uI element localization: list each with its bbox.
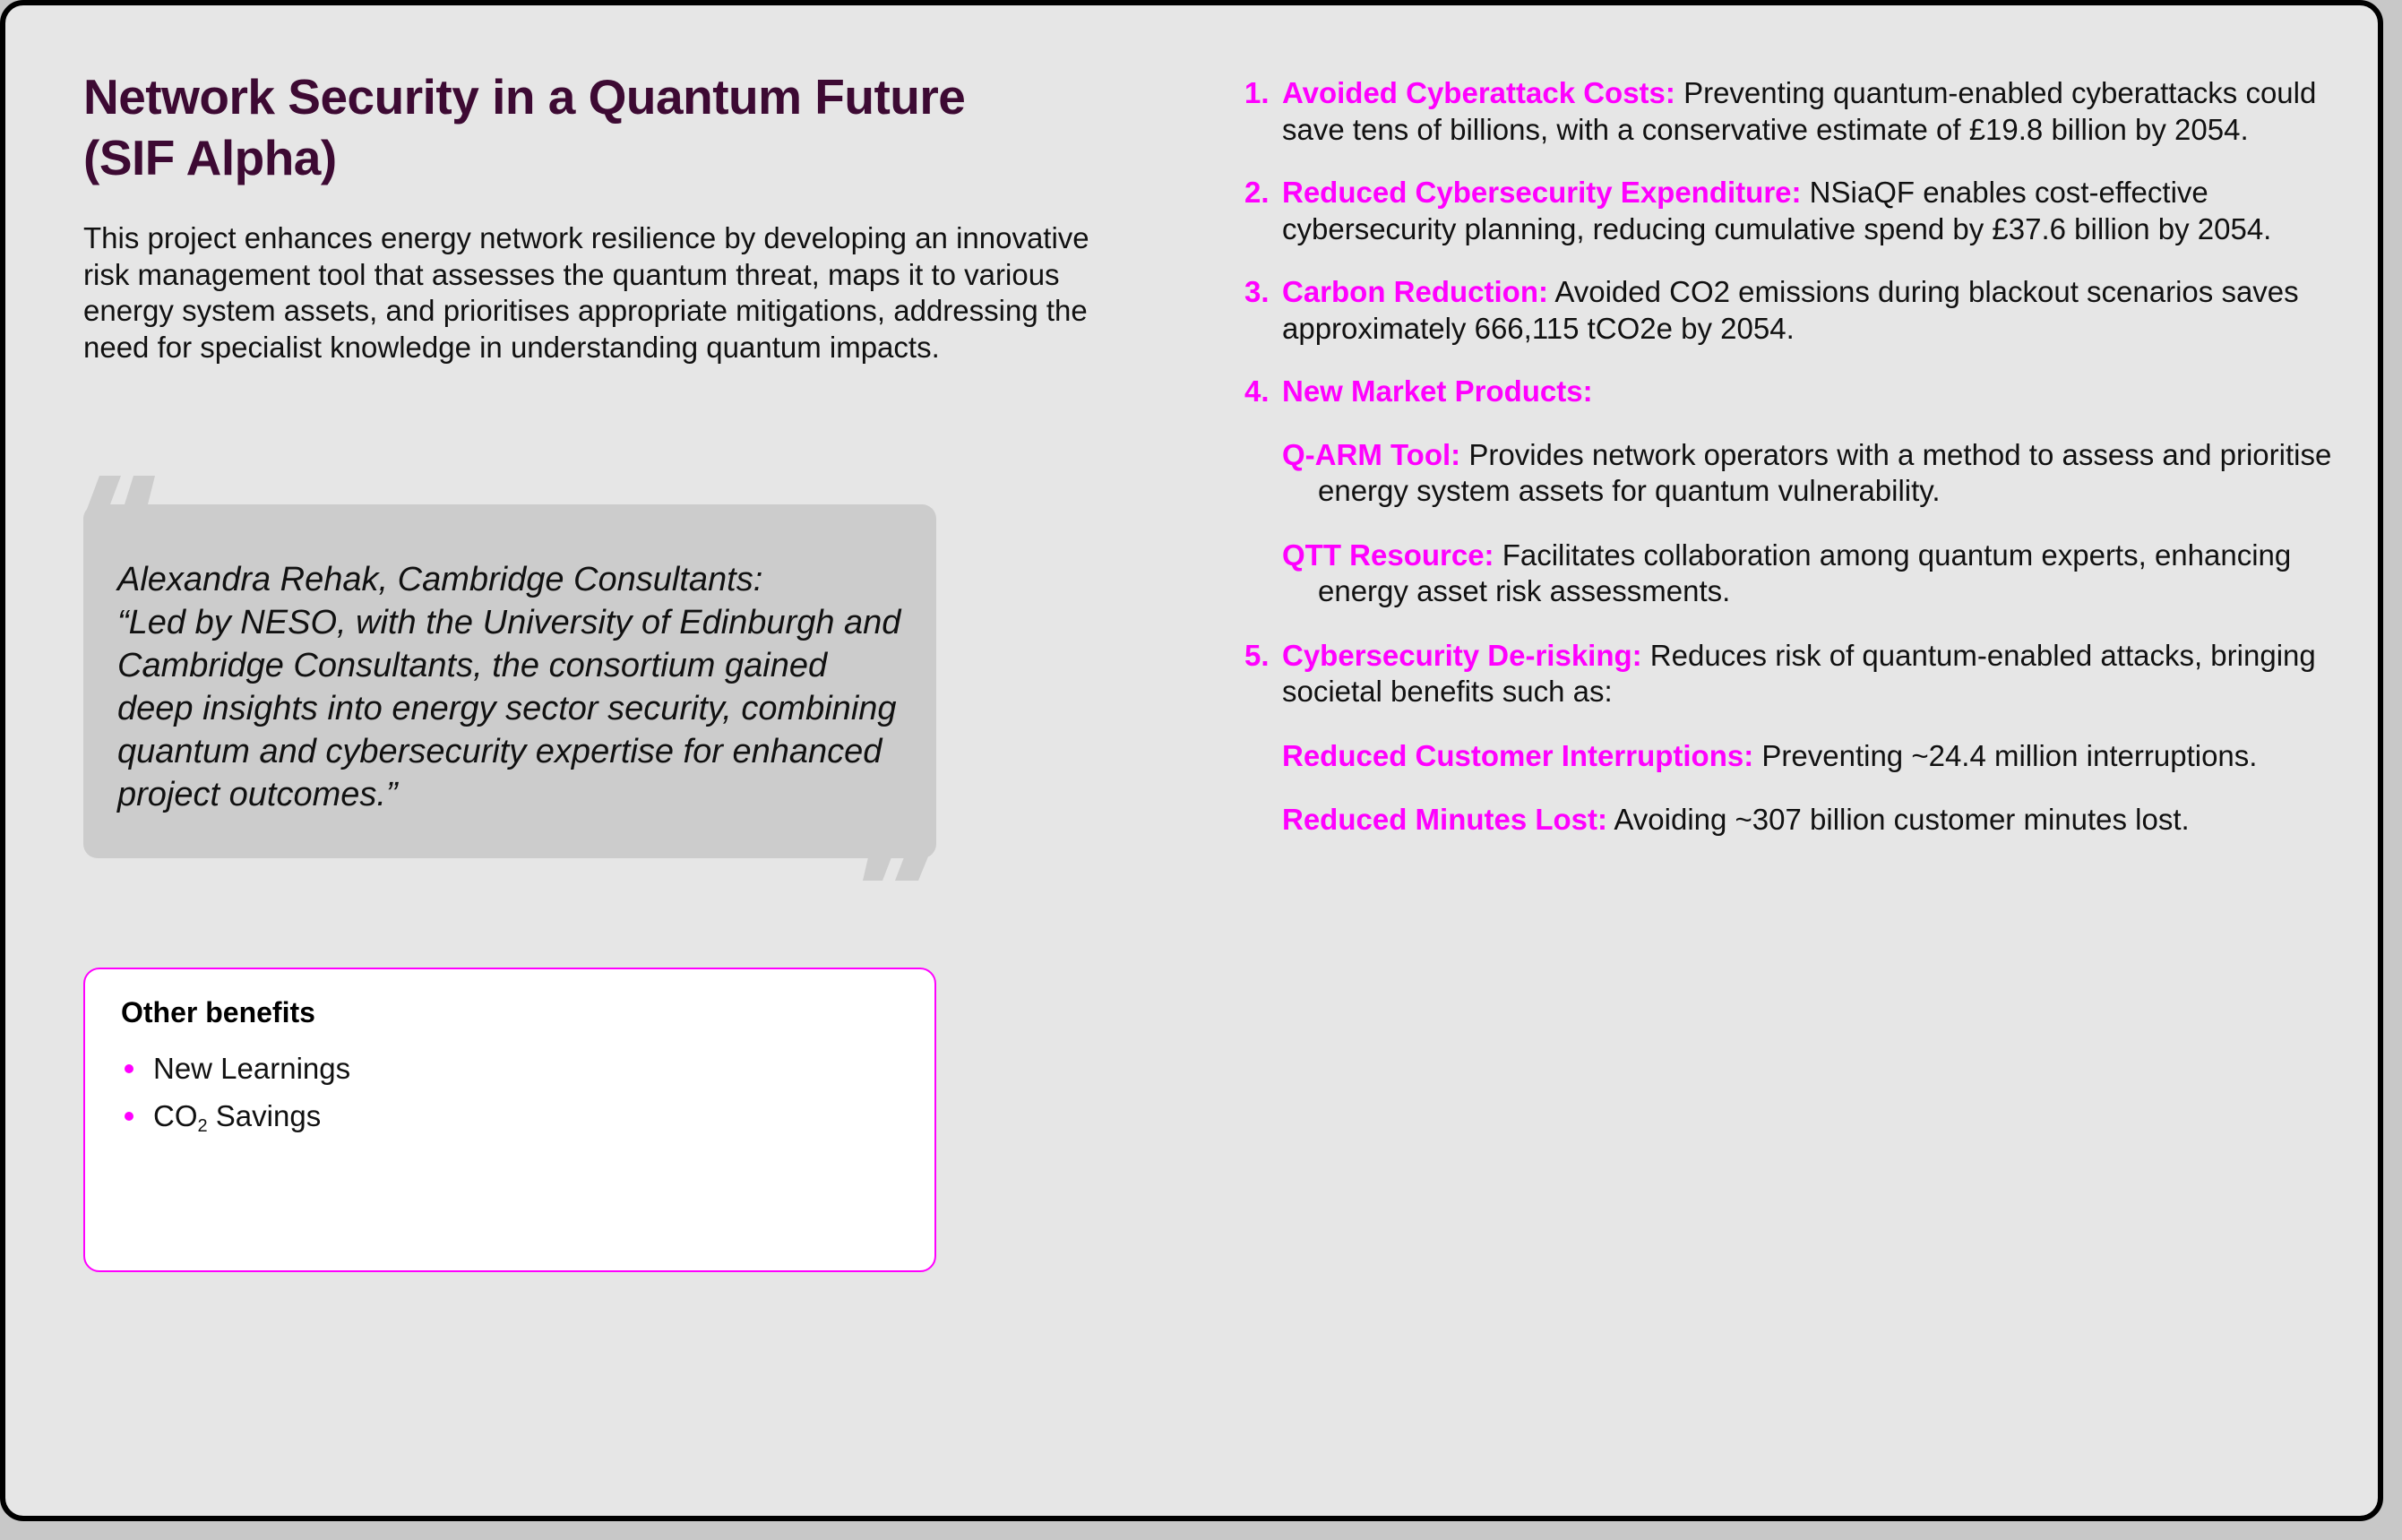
other-benefits-list <box>121 1045 350 1150</box>
benefit-number: 5. <box>1244 638 1270 672</box>
benefit-text: Avoided CO2 emissions during blackout scenarios saves approximately 666,115 tCO2e by 2054. <box>1282 275 2299 345</box>
list-item-label-rest: Savings <box>207 1099 322 1132</box>
page-title <box>83 66 1158 188</box>
benefit-heading: Avoided Cyberattack Costs: <box>1282 76 1675 109</box>
benefit-item-5 <box>1244 638 2355 710</box>
list-item <box>121 1092 350 1150</box>
benefit-body <box>1282 638 2355 710</box>
quote-separator: : <box>753 561 763 598</box>
benefit-text: Reduces risk of quantum-enabled attacks, bringing societal benefits such as: <box>1282 638 2316 708</box>
benefit-subitem-q-arm <box>1282 437 2355 510</box>
benefit-subitem-minutes-lost <box>1282 802 2355 839</box>
benefit-subitem-qtt <box>1282 538 2355 610</box>
benefit-number: 3. <box>1244 275 1270 308</box>
benefits-list <box>1244 75 2355 839</box>
quote-close-icon <box>856 834 936 888</box>
subitem-heading: Reduced Customer Interruptions: <box>1282 738 1754 772</box>
quote-attribution: Alexandra Rehak, Cambridge Consultants <box>117 561 753 598</box>
list-item-label: CO <box>153 1099 198 1132</box>
quote-open-icon <box>83 476 164 531</box>
other-benefits-card <box>83 968 936 1272</box>
subitem-text: Preventing ~24.4 million interruptions. <box>1753 738 2258 772</box>
benefit-body <box>1282 274 2355 347</box>
benefit-body <box>1282 374 2355 410</box>
benefit-heading: Cybersecurity De-risking: <box>1282 638 1642 672</box>
subitem-text: Avoiding ~307 billion customer minutes lost. <box>1607 803 2190 836</box>
subitem-heading: Reduced Minutes Lost: <box>1282 803 1608 836</box>
bullet-dot-icon <box>125 1064 133 1073</box>
quote-text <box>117 558 906 816</box>
benefit-item-4 <box>1244 374 2355 410</box>
bullet-dot-icon <box>125 1112 133 1121</box>
benefit-text: NSiaQF enables cost-effective cybersecurity planning, reducing cumulative spend by £37.6 billion by 2054. <box>1282 176 2272 245</box>
other-benefits-title: Other benefits <box>121 996 315 1028</box>
list-item-label: New Learnings <box>153 1052 351 1085</box>
benefit-text: Preventing quantum-enabled cyberattacks could save tens of billions, with a conservative estimate of £19.8 billion by 2054. <box>1282 76 2317 146</box>
benefit-item-3 <box>1244 274 2355 347</box>
benefit-body <box>1282 175 2355 247</box>
benefit-number: 2. <box>1244 176 1270 209</box>
title-line-2: (SIF Alpha) <box>83 130 337 185</box>
subitem-text: Provides network operators with a method to assess and prioritise energy system assets for quantum vulnerability. <box>1318 437 2332 507</box>
subitem-text: Facilitates collaboration among quantum experts, enhancing energy asset risk assessments. <box>1318 538 2292 607</box>
benefit-heading: New Market Products: <box>1282 374 1593 408</box>
benefit-item-1 <box>1244 75 2355 148</box>
quote-box <box>83 504 936 858</box>
benefit-heading: Carbon Reduction: <box>1282 275 1548 308</box>
benefit-body <box>1282 75 2355 148</box>
title-line-1: Network Security in a Quantum Future <box>83 69 966 125</box>
benefit-item-2 <box>1244 175 2355 247</box>
subscript: 2 <box>197 1116 208 1136</box>
benefit-number: 4. <box>1244 374 1270 408</box>
intro-paragraph: This project enhances energy network resilience by developing an innovative risk management tool that assesses the quantum threat, maps it to various energy system assets, and prioritises appropriate mitigations, addressing the need for specialist knowledge in understanding quantum impacts. <box>83 221 1089 364</box>
benefit-number: 1. <box>1244 76 1270 109</box>
list-item <box>121 1045 350 1092</box>
subitem-heading: QTT Resource: <box>1282 538 1494 572</box>
testimonial-quote <box>83 476 936 888</box>
benefit-heading: Reduced Cybersecurity Expenditure: <box>1282 176 1802 209</box>
quote-body: “Led by NESO, with the University of Edinburgh and Cambridge Consultants, the consortium gained deep insights into energy sector security, combining quantum and cybersecurity expertise for enhanced project outcomes.” <box>117 604 901 813</box>
subitem-heading: Q-ARM Tool: <box>1282 437 1461 471</box>
benefit-subitem-interruptions <box>1282 738 2355 775</box>
